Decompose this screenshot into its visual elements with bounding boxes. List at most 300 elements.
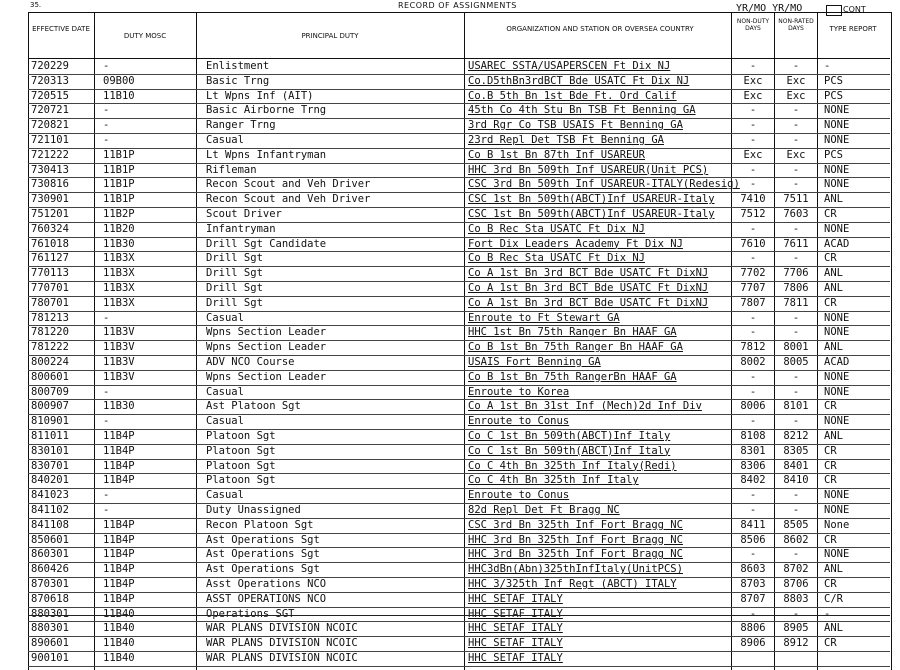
non-duty-days-cell: 7702 [740, 267, 766, 280]
table-row [28, 134, 890, 149]
principal-duty-cell: Scout Driver [206, 208, 282, 220]
principal-duty-cell: Ast Operations Sgt [206, 548, 320, 561]
type-report-cell: ANL [824, 193, 843, 206]
organization-cell: Co B Rec Sta USATC Ft Dix NJ [468, 222, 646, 235]
non-duty-days-cell: 8306 [740, 459, 766, 472]
type-report-cell: ANL [824, 341, 843, 354]
table-row [28, 563, 890, 578]
duty-mosc-cell: 11B4P [103, 444, 135, 457]
type-report-cell: ANL [824, 622, 843, 635]
table-row [28, 548, 890, 563]
non-rated-days-cell: 7811 [783, 296, 809, 309]
principal-duty-cell: Ast Operations Sgt [206, 533, 320, 546]
row-rule [28, 666, 890, 667]
organization-cell: Co A 1st Bn 3rd BCT Bde USATC Ft DixNJ [468, 282, 709, 294]
duty-mosc-cell: - [103, 60, 110, 72]
organization-cell: Enroute to Conus [468, 489, 570, 502]
non-duty-days-cell: - [749, 178, 757, 191]
duty-mosc-cell: 11B10 [103, 89, 135, 102]
non-duty-days-cell: - [749, 489, 757, 502]
table-row [28, 504, 890, 519]
table-row [28, 60, 890, 75]
non-duty-days-cell: 8506 [740, 533, 766, 546]
non-duty-days-cell: - [749, 252, 757, 265]
duty-mosc-cell: - [103, 104, 110, 117]
principal-duty-cell: Enlistment [206, 60, 270, 72]
principal-duty-cell: Drill Sgt Candidate [206, 237, 327, 250]
non-rated-days-cell: 7511 [783, 193, 809, 206]
organization-cell: Co B 1st Bn 87th Inf USAREUR [468, 148, 646, 161]
type-report-cell: NONE [824, 119, 850, 132]
non-rated-days-cell: - [792, 370, 800, 383]
non-rated-days-cell: - [792, 134, 800, 146]
type-report-cell: NONE [824, 222, 850, 235]
principal-duty-cell: Drill Sgt [206, 267, 263, 280]
table-row [28, 371, 890, 386]
non-duty-days-cell: Exc [743, 148, 763, 161]
type-report-cell: NONE [824, 489, 850, 502]
organization-cell: Enroute to Conus [468, 415, 570, 428]
type-report-cell: CR [824, 252, 837, 265]
type-report-cell: CR [824, 474, 837, 487]
duty-mosc-cell: 11B4P [103, 563, 135, 576]
type-report-cell: CR [824, 400, 837, 413]
principal-duty-cell: Casual [206, 415, 244, 428]
non-rated-days-cell: 8005 [783, 356, 809, 368]
principal-duty-cell: WAR PLANS DIVISION NCOIC [206, 622, 358, 635]
organization-cell: Co A 1st Bn 3rd BCT Bde USATC Ft DixNJ [468, 267, 709, 280]
non-rated-days-cell: 8001 [783, 341, 809, 354]
principal-duty-cell: Duty Unassigned [206, 504, 301, 516]
table-row [28, 252, 890, 267]
duty-mosc-cell: - [103, 311, 110, 324]
non-duty-days-cell: - [749, 119, 757, 132]
table-row [28, 608, 890, 623]
principal-duty-cell: Platoon Sgt [206, 444, 276, 457]
type-report-cell: NONE [824, 415, 850, 428]
principal-duty-cell: Platoon Sgt [206, 459, 276, 472]
principal-duty-cell: Casual [206, 311, 244, 324]
type-report-cell: NONE [824, 326, 850, 339]
type-report-cell: - [824, 60, 831, 72]
table-row [28, 178, 890, 193]
organization-cell: Co.D5thBn3rdBCT Bde USATC Ft Dix NJ [468, 74, 690, 87]
non-rated-days-cell: 7706 [783, 267, 809, 280]
non-duty-days-cell: 8301 [740, 444, 766, 457]
header-principal-duty: PRINCIPAL DUTY [301, 32, 359, 40]
effective-date-cell: 751201 [31, 208, 69, 220]
non-rated-days-cell: - [792, 326, 800, 339]
table-row [28, 238, 890, 253]
duty-mosc-cell: - [103, 385, 110, 398]
effective-date-cell: 781222 [31, 341, 69, 354]
type-report-cell: ANL [824, 430, 843, 442]
principal-duty-cell: Infantryman [206, 222, 276, 235]
organization-cell: Co C 4th Bn 325th Inf Italy(Redi) [468, 459, 677, 472]
non-rated-days-cell: Exc [786, 74, 806, 87]
principal-duty-cell: WAR PLANS DIVISION NCOIC [206, 652, 358, 664]
table-row [28, 326, 890, 341]
table-row [28, 312, 890, 327]
organization-cell: HHC SETAF ITALY [468, 592, 563, 605]
effective-date-cell: 770113 [31, 267, 69, 280]
non-rated-days-cell: - [792, 489, 800, 502]
duty-mosc-cell: 11B4P [103, 459, 135, 472]
effective-date-cell: 770701 [31, 282, 69, 294]
non-rated-days-cell: - [792, 607, 800, 620]
non-rated-days-cell: Exc [786, 89, 806, 102]
organization-cell: Co C 1st Bn 509th(ABCT)Inf Italy [468, 444, 671, 457]
non-rated-days-cell: - [792, 163, 800, 176]
type-report-cell: ANL [824, 282, 843, 294]
effective-date-cell: 730816 [31, 178, 69, 191]
principal-duty-cell: Platoon Sgt [206, 430, 276, 442]
effective-date-cell: 800907 [31, 400, 69, 413]
non-duty-days-cell: 8402 [740, 474, 766, 487]
duty-mosc-cell: 11B30 [103, 237, 135, 250]
organization-cell: 3rd Rgr Co TSB USAIS Ft Benning GA [468, 119, 683, 132]
duty-mosc-cell: 11B4P [103, 518, 135, 531]
duty-mosc-cell: 11B4P [103, 578, 135, 590]
non-rated-days-cell: 7806 [783, 282, 809, 294]
type-report-cell: PCS [824, 74, 843, 87]
type-report-cell: NONE [824, 134, 850, 146]
principal-duty-cell: Casual [206, 134, 244, 146]
organization-cell: HHC 3rd Bn 325th Inf Fort Bragg NC [468, 533, 683, 546]
non-duty-days-cell: 8603 [740, 563, 766, 576]
table-row [28, 90, 890, 105]
non-duty-days-cell: - [749, 548, 757, 561]
table-row [28, 445, 890, 460]
effective-date-cell: 860301 [31, 548, 69, 561]
table-row [28, 460, 890, 475]
effective-date-cell: 730413 [31, 163, 69, 176]
non-duty-days-cell: - [749, 311, 757, 324]
organization-cell: HHC SETAF ITALY [468, 607, 563, 620]
organization-cell: CSC 1st Bn 509th(ABCT)Inf USAREUR-Italy [468, 208, 715, 220]
type-report-cell: NONE [824, 370, 850, 383]
table-row [28, 356, 890, 371]
non-duty-days-cell: - [749, 504, 757, 516]
organization-cell: Enroute to Ft Stewart GA [468, 311, 620, 324]
effective-date-cell: 870618 [31, 592, 69, 605]
principal-duty-cell: Drill Sgt [206, 252, 263, 265]
non-duty-days-cell: Exc [743, 89, 763, 102]
non-duty-days-cell: 8006 [740, 400, 766, 413]
duty-mosc-cell: 11B4P [103, 548, 135, 561]
principal-duty-cell: Casual [206, 489, 244, 502]
non-rated-days-cell: - [792, 60, 800, 72]
type-report-cell: NONE [824, 504, 850, 516]
principal-duty-cell: WAR PLANS DIVISION NCOIC [206, 637, 358, 650]
duty-mosc-cell: 11B4P [103, 592, 135, 605]
effective-date-cell: 811011 [31, 430, 69, 442]
duty-mosc-cell: 11B4P [103, 474, 135, 487]
non-rated-days-cell: - [792, 415, 800, 428]
effective-date-cell: 780701 [31, 296, 69, 309]
principal-duty-cell: Platoon Sgt [206, 474, 276, 487]
non-rated-days-cell: - [792, 178, 800, 191]
principal-duty-cell: Ast Platoon Sgt [206, 400, 301, 413]
table-row [28, 149, 890, 164]
duty-mosc-cell: 11B3X [103, 267, 135, 280]
table-row [28, 386, 890, 401]
form-title: RECORD OF ASSIGNMENTS [398, 1, 517, 10]
effective-date-cell: 781213 [31, 311, 69, 324]
type-report-cell: CR [824, 444, 837, 457]
table-row [28, 223, 890, 238]
principal-duty-cell: Ranger Trng [206, 119, 276, 132]
duty-mosc-cell: 09B00 [103, 74, 135, 87]
effective-date-cell: 810901 [31, 415, 69, 428]
effective-date-cell: 720313 [31, 74, 69, 87]
duty-mosc-cell: 11B3V [103, 356, 135, 368]
organization-cell: Co A 1st Bn 3rd BCT Bde USATC Ft DixNJ [468, 296, 709, 309]
duty-mosc-cell: 11B1P [103, 148, 135, 161]
table-row [28, 164, 890, 179]
type-report-cell: NONE [824, 178, 850, 191]
organization-cell: Co.B 5th Bn 1st Bde Ft. Ord Calif [468, 89, 677, 102]
non-rated-days-cell: 7603 [783, 208, 809, 220]
non-duty-days-cell: - [749, 104, 757, 117]
type-report-cell: NONE [824, 385, 850, 398]
non-duty-days-cell: 7812 [740, 341, 766, 354]
duty-mosc-cell: 11B40 [103, 652, 135, 664]
table-row [28, 341, 890, 356]
non-duty-days-cell: 8703 [740, 578, 766, 590]
effective-date-cell: 761018 [31, 237, 69, 250]
type-report-cell: ACAD [824, 356, 850, 368]
table-row [28, 193, 890, 208]
table-row [28, 593, 890, 608]
non-rated-days-cell: 8401 [783, 459, 809, 472]
duty-mosc-cell: - [103, 489, 110, 502]
non-duty-days-cell: 8906 [740, 637, 766, 650]
duty-mosc-cell: 11B40 [103, 607, 135, 620]
non-duty-days-cell: - [749, 415, 757, 428]
non-rated-days-cell: 8702 [783, 563, 809, 576]
effective-date-cell: 781220 [31, 326, 69, 339]
organization-cell: USAREC SSTA/USAPERSCEN Ft Dix NJ [468, 60, 671, 72]
non-rated-days-cell: 8305 [783, 444, 809, 457]
cont-label: CONT [843, 5, 866, 14]
organization-cell: Co B Rec Sta USATC Ft Dix NJ [468, 252, 646, 265]
duty-mosc-cell: 11B30 [103, 400, 135, 413]
organization-cell: CSC 3rd Bn 509th Inf USAREUR-ITALY(Redesig) [468, 178, 740, 191]
type-report-cell: C/R [824, 592, 843, 605]
header-organization: ORGANIZATION AND STATION OR OVERSEA COUNTRY [506, 25, 694, 33]
non-duty-days-cell: - [749, 326, 757, 339]
effective-date-cell: 721222 [31, 148, 69, 161]
organization-cell: HHC 1st Bn 75th Ranger Bn HAAF GA [468, 326, 677, 339]
non-duty-days-cell: 8108 [740, 430, 766, 442]
type-report-cell: CR [824, 296, 837, 309]
non-rated-days-cell: 8602 [783, 533, 809, 546]
non-duty-days-cell: - [749, 385, 757, 398]
yr-mo-label: YR/MO YR/MO [736, 3, 803, 14]
non-rated-days-cell: 8101 [783, 400, 809, 413]
type-report-cell: ACAD [824, 237, 850, 250]
organization-cell: 45th Co 4th Stu Bn TSB Ft Benning GA [468, 104, 696, 117]
effective-date-cell: 800601 [31, 370, 69, 383]
strikethrough-line [28, 615, 890, 616]
effective-date-cell: 841102 [31, 504, 69, 516]
effective-date-cell: 841108 [31, 518, 69, 531]
type-report-cell: CR [824, 578, 837, 590]
non-duty-days-cell: 7512 [740, 208, 766, 220]
table-row [28, 622, 890, 637]
non-rated-days-cell: 7611 [783, 237, 809, 250]
table-row [28, 519, 890, 534]
effective-date-cell: 720515 [31, 89, 69, 102]
table-row [28, 119, 890, 134]
duty-mosc-cell: 11B2P [103, 208, 135, 220]
table-row [28, 430, 890, 445]
header-non-duty-days: NON-DUTY DAYS [736, 18, 770, 32]
organization-cell: Co B 1st Bn 75th Ranger Bn HAAF GA [468, 341, 683, 354]
organization-cell: Co B 1st Bn 75th RangerBn HAAF GA [468, 370, 677, 383]
table-row [28, 652, 890, 667]
non-duty-days-cell: Exc [743, 74, 763, 87]
organization-cell: Co C 1st Bn 509th(ABCT)Inf Italy [468, 430, 671, 442]
non-duty-days-cell: 7707 [740, 282, 766, 294]
organization-cell: HHC 3rd Bn 509th Inf USAREUR(Unit PCS) [468, 163, 709, 176]
non-rated-days-cell: - [792, 104, 800, 117]
organization-cell: CSC 3rd Bn 325th Inf Fort Bragg NC [468, 518, 683, 531]
type-report-cell: NONE [824, 104, 850, 117]
type-report-cell: - [824, 607, 831, 620]
duty-mosc-cell: 11B3X [103, 252, 135, 265]
non-duty-days-cell: - [749, 607, 757, 620]
principal-duty-cell: Ast Operations Sgt [206, 563, 320, 576]
type-report-cell: NONE [824, 163, 850, 176]
table-row [28, 474, 890, 489]
effective-date-cell: 761127 [31, 252, 69, 265]
effective-date-cell: 720229 [31, 60, 69, 72]
duty-mosc-cell: 11B3X [103, 296, 135, 309]
non-duty-days-cell: 7610 [740, 237, 766, 250]
header-non-rated-days: NON-RATED DAYS [778, 18, 814, 32]
table-row [28, 297, 890, 312]
principal-duty-cell: Wpns Section Leader [206, 341, 327, 354]
organization-cell: USAIS Fort Benning GA [468, 356, 601, 368]
type-report-cell: NONE [824, 548, 850, 561]
non-duty-days-cell: 8411 [740, 518, 766, 531]
non-rated-days-cell: 8212 [783, 430, 809, 442]
non-rated-days-cell: 8905 [783, 622, 809, 635]
non-duty-days-cell: - [749, 134, 757, 146]
table-row [28, 637, 890, 652]
duty-mosc-cell: 11B3X [103, 282, 135, 294]
duty-mosc-cell: 11B1P [103, 178, 135, 191]
effective-date-cell: 850601 [31, 533, 69, 546]
effective-date-cell: 760324 [31, 222, 69, 235]
duty-mosc-cell: - [103, 504, 110, 516]
organization-cell: Enroute to Korea [468, 385, 570, 398]
principal-duty-cell: ADV NCO Course [206, 356, 295, 368]
table-row [28, 282, 890, 297]
table-row [28, 75, 890, 90]
organization-cell: HHC 3/325th Inf Regt (ABCT) ITALY [468, 578, 677, 590]
duty-mosc-cell: 11B4P [103, 533, 135, 546]
non-duty-days-cell: - [749, 222, 757, 235]
duty-mosc-cell: 11B3V [103, 370, 135, 383]
principal-duty-cell: ASST OPERATIONS NCO [206, 592, 327, 605]
header-effective-date: EFFECTIVE DATE [32, 25, 90, 33]
organization-cell: CSC 1st Bn 509th(ABCT)Inf USAREUR-Italy [468, 193, 715, 206]
organization-cell: HHC 3rd Bn 325th Inf Fort Bragg NC [468, 548, 683, 561]
effective-date-cell: 830701 [31, 459, 69, 472]
principal-duty-cell: Drill Sgt [206, 282, 263, 294]
effective-date-cell: 860426 [31, 563, 69, 576]
organization-cell: HHC SETAF ITALY [468, 622, 563, 635]
non-rated-days-cell: Exc [786, 148, 806, 161]
effective-date-cell: 890601 [31, 637, 69, 650]
non-duty-days-cell: 8002 [740, 356, 766, 368]
type-report-cell: CR [824, 459, 837, 472]
non-rated-days-cell: - [792, 311, 800, 324]
type-report-cell: None [824, 518, 850, 531]
table-row [28, 489, 890, 504]
non-duty-days-cell: - [749, 370, 757, 383]
effective-date-cell: 841023 [31, 489, 69, 502]
organization-cell: HHC SETAF ITALY [468, 652, 563, 664]
non-duty-days-cell: 7410 [740, 193, 766, 206]
duty-mosc-cell: 11B40 [103, 622, 135, 635]
principal-duty-cell: Recon Scout and Veh Driver [206, 178, 371, 191]
header-duty-mosc: DUTY MOSC [123, 32, 167, 40]
principal-duty-cell: Recon Platoon Sgt [206, 518, 314, 531]
non-duty-days-cell: 8806 [740, 622, 766, 635]
principal-duty-cell: Recon Scout and Veh Driver [206, 193, 371, 206]
type-report-cell: ANL [824, 563, 843, 576]
duty-mosc-cell: 11B1P [103, 193, 135, 206]
effective-date-cell: 880301 [31, 622, 69, 635]
non-rated-days-cell: 8912 [783, 637, 809, 650]
organization-cell: HHC SETAF ITALY [468, 637, 563, 650]
effective-date-cell: 720721 [31, 104, 69, 117]
duty-mosc-cell: 11B1P [103, 163, 135, 176]
table-row [28, 400, 890, 415]
header-divider [28, 58, 890, 59]
duty-mosc-cell: 11B4P [103, 430, 135, 442]
table-row [28, 415, 890, 430]
non-rated-days-cell: 8706 [783, 578, 809, 590]
principal-duty-cell: Basic Airborne Trng [206, 104, 327, 117]
type-report-cell: CR [824, 208, 837, 220]
effective-date-cell: 720821 [31, 119, 69, 132]
effective-date-cell: 730901 [31, 193, 69, 206]
table-row [28, 578, 890, 593]
duty-mosc-cell: 11B20 [103, 222, 135, 235]
organization-cell: HHC3dBn(Abn)325thInfItaly(UnitPCS) [468, 563, 683, 576]
non-rated-days-cell: - [792, 548, 800, 561]
type-report-cell: ANL [824, 267, 843, 280]
effective-date-cell: 870301 [31, 578, 69, 590]
principal-duty-cell: Wpns Section Leader [206, 370, 327, 383]
type-report-cell: NONE [824, 311, 850, 324]
principal-duty-cell: Basic Trng [206, 74, 270, 87]
duty-mosc-cell: - [103, 119, 110, 132]
organization-cell: 82d Repl Det Ft Bragg NC [468, 504, 620, 516]
principal-duty-cell: Wpns Section Leader [206, 326, 327, 339]
effective-date-cell: 721101 [31, 134, 69, 146]
non-rated-days-cell: - [792, 119, 800, 132]
non-duty-days-cell: 8707 [740, 592, 766, 605]
organization-cell: Co A 1st Bn 31st Inf (Mech)2d Inf Div [468, 400, 702, 413]
non-rated-days-cell: 8803 [783, 592, 809, 605]
non-rated-days-cell: 8505 [783, 518, 809, 531]
